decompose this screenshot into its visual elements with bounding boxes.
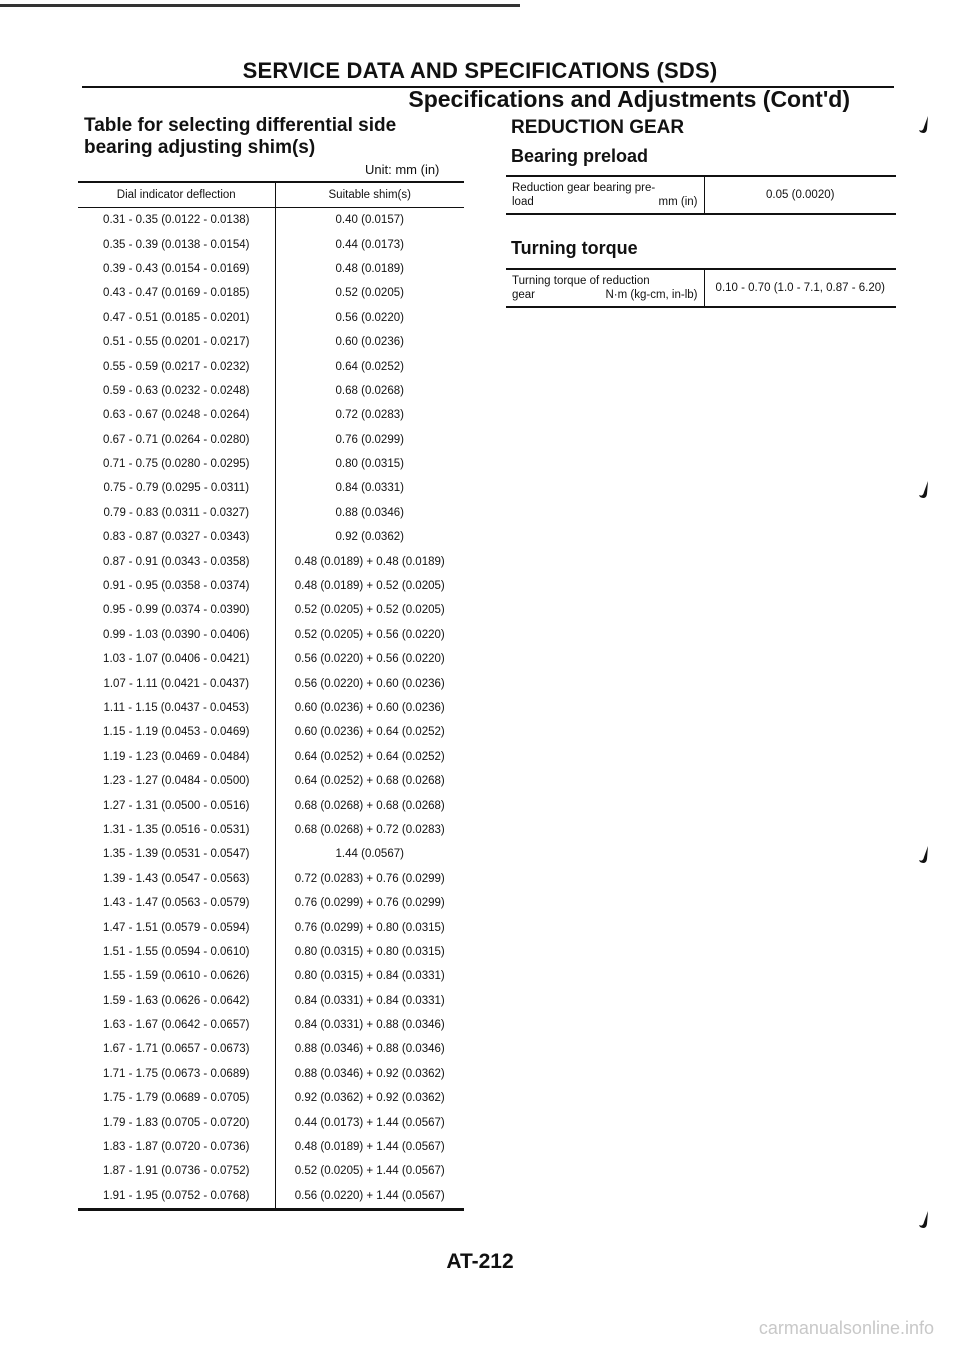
page-number: AT-212 (446, 1250, 514, 1273)
dial-indicator-deflection-cell: 0.39 - 0.43 (0.0154 - 0.0169) (78, 257, 275, 281)
dial-indicator-deflection-cell: 1.19 - 1.23 (0.0469 - 0.0484) (78, 745, 275, 769)
dial-indicator-deflection-cell: 0.79 - 0.83 (0.0311 - 0.0327) (78, 501, 275, 525)
suitable-shim-cell: 0.68 (0.0268) + 0.72 (0.0283) (294, 823, 445, 836)
suitable-shim-cell: 0.80 (0.0315) (335, 458, 404, 471)
suitable-shim-cell: 1.44 (0.0567) (335, 848, 404, 861)
dial-indicator-deflection-cell: 1.47 - 1.51 (0.0579 - 0.0594) (78, 915, 275, 939)
suitable-shim-cell: 0.60 (0.0236) + 0.60 (0.0236) (294, 702, 445, 714)
turning-torque-value: 0.10 - 0.70 (1.0 - 7.1, 0.87 - 6.20) (715, 282, 885, 294)
binding-mark-icon (917, 1210, 933, 1232)
binding-mark-icon (917, 115, 933, 137)
dial-indicator-deflection-cell: 0.47 - 0.51 (0.0185 - 0.0201) (78, 306, 275, 330)
suitable-shim-cell: 0.64 (0.0252) + 0.68 (0.0268) (294, 775, 445, 788)
bearing-preload-label-line1: Reduction gear bearing pre- (512, 182, 656, 194)
turning-torque-table (506, 268, 896, 308)
table-row (78, 842, 464, 866)
table-row (78, 1135, 464, 1159)
dial-indicator-deflection-cell: 1.27 - 1.31 (0.0500 - 0.0516) (78, 793, 275, 817)
column-header-suitable-shims: Suitable shim(s) (275, 182, 464, 208)
dial-indicator-deflection-cell: 0.35 - 0.39 (0.0138 - 0.0154) (78, 232, 275, 256)
suitable-shim-cell: 0.52 (0.0205) + 0.52 (0.0205) (294, 604, 445, 617)
turning-torque-label-line2 (512, 288, 698, 302)
suitable-shim-cell: 0.92 (0.0362) (335, 531, 404, 544)
suitable-shim-cell: 0.48 (0.0189) + 1.44 (0.0567) (294, 1141, 445, 1154)
table-row (78, 989, 464, 1013)
table-row (78, 403, 464, 427)
dial-indicator-deflection-cell: 0.55 - 0.59 (0.0217 - 0.0232) (78, 354, 275, 378)
dial-indicator-deflection-cell: 1.35 - 1.39 (0.0531 - 0.0547) (78, 842, 275, 866)
dial-indicator-deflection-cell: 1.43 - 1.47 (0.0563 - 0.0579) (78, 891, 275, 915)
dial-indicator-deflection-cell: 0.51 - 0.55 (0.0201 - 0.0217) (78, 330, 275, 354)
suitable-shim-cell: 0.52 (0.0205) + 0.56 (0.0220) (294, 628, 445, 641)
suitable-shim-cell: 0.76 (0.0299) + 0.76 (0.0299) (294, 897, 445, 910)
table-row (78, 818, 464, 842)
suitable-shim-cell: 0.92 (0.0362) + 0.92 (0.0362) (294, 1092, 445, 1105)
dial-indicator-deflection-cell: 0.75 - 0.79 (0.0295 - 0.0311) (78, 476, 275, 500)
table-row (78, 501, 464, 525)
suitable-shim-cell: 0.48 (0.0189) (335, 262, 404, 275)
suitable-shim-cell: 0.76 (0.0299) + 0.80 (0.0315) (294, 921, 445, 934)
bearing-preload-label (506, 176, 704, 214)
binding-mark-icon (917, 480, 933, 502)
turning-torque-label (506, 269, 704, 307)
bearing-preload-title: Bearing preload (511, 146, 649, 166)
table-row (78, 306, 464, 330)
turning-torque-title: Turning torque (511, 238, 638, 258)
suitable-shim-cell: 0.60 (0.0236) (335, 336, 404, 349)
table-row (78, 208, 464, 233)
bearing-preload-label-load: load (512, 196, 534, 208)
shim-table-body (78, 208, 464, 1210)
suitable-shim-cell: 0.56 (0.0220) (335, 311, 404, 324)
top-scan-line (0, 4, 520, 7)
table-row (78, 1159, 464, 1183)
suitable-shim-cell: 0.60 (0.0236) + 0.64 (0.0252) (294, 726, 445, 739)
suitable-shim-cell: 0.72 (0.0283) + 0.76 (0.0299) (294, 872, 445, 885)
shim-table-title (84, 115, 396, 159)
suitable-shim-cell: 0.48 (0.0189) + 0.52 (0.0205) (294, 580, 445, 593)
table-row (78, 940, 464, 964)
table-row (78, 623, 464, 647)
suitable-shim-cell: 0.44 (0.0173) (335, 238, 404, 251)
column-header-dial-indicator: Dial indicator deflection (78, 182, 275, 208)
table-row (78, 525, 464, 549)
suitable-shim-cell: 0.68 (0.0268) + 0.68 (0.0268) (294, 799, 445, 812)
suitable-shim-cell: 0.88 (0.0346) (335, 506, 404, 519)
bearing-preload-row (506, 176, 896, 214)
shim-table-unit: Unit: mm (in) (365, 162, 440, 177)
table-row (78, 745, 464, 769)
dial-indicator-deflection-cell: 0.95 - 0.99 (0.0374 - 0.0390) (78, 598, 275, 622)
table-row (78, 574, 464, 598)
dial-indicator-deflection-cell: 0.91 - 0.95 (0.0358 - 0.0374) (78, 574, 275, 598)
turning-torque-label-line1: Turning torque of reduction (512, 275, 650, 287)
page-header-subtitle: Specifications and Adjustments (Cont'd) (408, 86, 850, 112)
suitable-shim-cell: 0.76 (0.0299) (335, 433, 404, 446)
dial-indicator-deflection-cell: 0.63 - 0.67 (0.0248 - 0.0264) (78, 403, 275, 427)
bearing-preload-label-line2 (512, 195, 698, 209)
table-row (78, 867, 464, 891)
dial-indicator-deflection-cell: 1.39 - 1.43 (0.0547 - 0.0563) (78, 867, 275, 891)
dial-indicator-deflection-cell: 1.07 - 1.11 (0.0421 - 0.0437) (78, 671, 275, 695)
suitable-shim-cell: 0.56 (0.0220) + 0.56 (0.0220) (294, 653, 445, 666)
suitable-shim-cell: 0.52 (0.0205) (335, 287, 404, 300)
dial-indicator-deflection-cell: 1.67 - 1.71 (0.0657 - 0.0673) (78, 1037, 275, 1061)
table-row (78, 476, 464, 500)
table-row (78, 549, 464, 573)
suitable-shim-cell: 0.84 (0.0331) (335, 482, 404, 495)
suitable-shim-cell: 0.80 (0.0315) + 0.80 (0.0315) (294, 945, 445, 958)
watermark: carmanualsonline.info (758, 1318, 934, 1338)
dial-indicator-deflection-cell: 1.87 - 1.91 (0.0736 - 0.0752) (78, 1159, 275, 1183)
table-row (78, 452, 464, 476)
table-row (78, 964, 464, 988)
suitable-shim-cell: 0.88 (0.0346) + 0.92 (0.0362) (294, 1067, 445, 1080)
table-row (78, 671, 464, 695)
table-row (78, 647, 464, 671)
table-row (78, 1184, 464, 1210)
table-row (78, 428, 464, 452)
dial-indicator-deflection-cell: 1.75 - 1.79 (0.0689 - 0.0705) (78, 1086, 275, 1110)
dial-indicator-deflection-cell: 1.11 - 1.15 (0.0437 - 0.0453) (78, 696, 275, 720)
dial-indicator-deflection-cell: 1.59 - 1.63 (0.0626 - 0.0642) (78, 989, 275, 1013)
dial-indicator-deflection-cell: 0.59 - 0.63 (0.0232 - 0.0248) (78, 379, 275, 403)
dial-indicator-deflection-cell: 1.23 - 1.27 (0.0484 - 0.0500) (78, 769, 275, 793)
dial-indicator-deflection-cell: 1.55 - 1.59 (0.0610 - 0.0626) (78, 964, 275, 988)
dial-indicator-deflection-cell: 0.99 - 1.03 (0.0390 - 0.0406) (78, 623, 275, 647)
suitable-shim-cell: 0.52 (0.0205) + 1.44 (0.0567) (294, 1165, 445, 1178)
table-row (78, 232, 464, 256)
binding-mark-icon (917, 845, 933, 867)
dial-indicator-deflection-cell: 1.79 - 1.83 (0.0705 - 0.0720) (78, 1110, 275, 1134)
shim-table-title-line2: bearing adjusting shim(s) (84, 137, 316, 158)
shim-selection-table (78, 181, 464, 1211)
dial-indicator-deflection-cell: 0.31 - 0.35 (0.0122 - 0.0138) (78, 208, 275, 233)
suitable-shim-cell: 0.84 (0.0331) + 0.84 (0.0331) (294, 994, 445, 1007)
suitable-shim-cell: 0.40 (0.0157) (335, 214, 404, 227)
table-row (78, 1037, 464, 1061)
turning-torque-unit: N·m (kg-cm, in-lb) (605, 289, 698, 301)
dial-indicator-deflection-cell: 1.83 - 1.87 (0.0720 - 0.0736) (78, 1135, 275, 1159)
table-row (78, 330, 464, 354)
table-row (78, 257, 464, 281)
dial-indicator-deflection-cell: 1.31 - 1.35 (0.0516 - 0.0531) (78, 818, 275, 842)
suitable-shim-cell: 0.64 (0.0252) + 0.64 (0.0252) (294, 750, 445, 763)
suitable-shim-cell: 0.64 (0.0252) (335, 360, 404, 373)
table-row (78, 354, 464, 378)
suitable-shim-cell: 0.84 (0.0331) + 0.88 (0.0346) (294, 1019, 445, 1032)
dial-indicator-deflection-cell: 1.91 - 1.95 (0.0752 - 0.0768) (78, 1184, 275, 1210)
table-row (78, 281, 464, 305)
suitable-shim-cell: 0.56 (0.0220) + 0.60 (0.0236) (294, 677, 445, 690)
suitable-shim-cell: 0.44 (0.0173) + 1.44 (0.0567) (294, 1116, 445, 1129)
dial-indicator-deflection-cell: 1.51 - 1.55 (0.0594 - 0.0610) (78, 940, 275, 964)
dial-indicator-deflection-cell: 0.43 - 0.47 (0.0169 - 0.0185) (78, 281, 275, 305)
shim-table-title-line1: Table for selecting differential side (84, 115, 397, 136)
dial-indicator-deflection-cell: 1.71 - 1.75 (0.0673 - 0.0689) (78, 1062, 275, 1086)
suitable-shim-cell: 0.48 (0.0189) + 0.48 (0.0189) (294, 555, 445, 568)
table-row (78, 1086, 464, 1110)
dial-indicator-deflection-cell: 1.03 - 1.07 (0.0406 - 0.0421) (78, 647, 275, 671)
table-row (78, 696, 464, 720)
dial-indicator-deflection-cell: 0.83 - 0.87 (0.0327 - 0.0343) (78, 525, 275, 549)
bearing-preload-value: 0.05 (0.0020) (766, 189, 835, 201)
table-row (78, 891, 464, 915)
table-row (78, 1110, 464, 1134)
suitable-shim-cell: 0.56 (0.0220) + 1.44 (0.0567) (294, 1189, 445, 1202)
table-row (78, 1013, 464, 1037)
dial-indicator-deflection-cell: 0.67 - 0.71 (0.0264 - 0.0280) (78, 428, 275, 452)
bearing-preload-table (506, 175, 896, 215)
bearing-preload-unit: mm (in) (658, 196, 698, 208)
reduction-gear-title: REDUCTION GEAR (511, 117, 685, 138)
turning-torque-row (506, 269, 896, 307)
table-row (78, 769, 464, 793)
table-row (78, 1062, 464, 1086)
table-row (78, 915, 464, 939)
dial-indicator-deflection-cell: 1.15 - 1.19 (0.0453 - 0.0469) (78, 720, 275, 744)
suitable-shim-cell: 0.80 (0.0315) + 0.84 (0.0331) (294, 970, 445, 983)
dial-indicator-deflection-cell: 0.87 - 0.91 (0.0343 - 0.0358) (78, 549, 275, 573)
suitable-shim-cell: 0.88 (0.0346) + 0.88 (0.0346) (294, 1043, 445, 1056)
suitable-shim-cell: 0.72 (0.0283) (335, 409, 404, 422)
table-row (78, 598, 464, 622)
turning-torque-label-gear: gear (512, 289, 536, 301)
dial-indicator-deflection-cell: 0.71 - 0.75 (0.0280 - 0.0295) (78, 452, 275, 476)
table-row (78, 793, 464, 817)
table-row (78, 720, 464, 744)
table-row (78, 379, 464, 403)
suitable-shim-cell: 0.68 (0.0268) (335, 384, 404, 397)
shim-table-header-row (78, 182, 464, 208)
dial-indicator-deflection-cell: 1.63 - 1.67 (0.0642 - 0.0657) (78, 1013, 275, 1037)
page-header-title: SERVICE DATA AND SPECIFICATIONS (SDS) (242, 58, 718, 83)
